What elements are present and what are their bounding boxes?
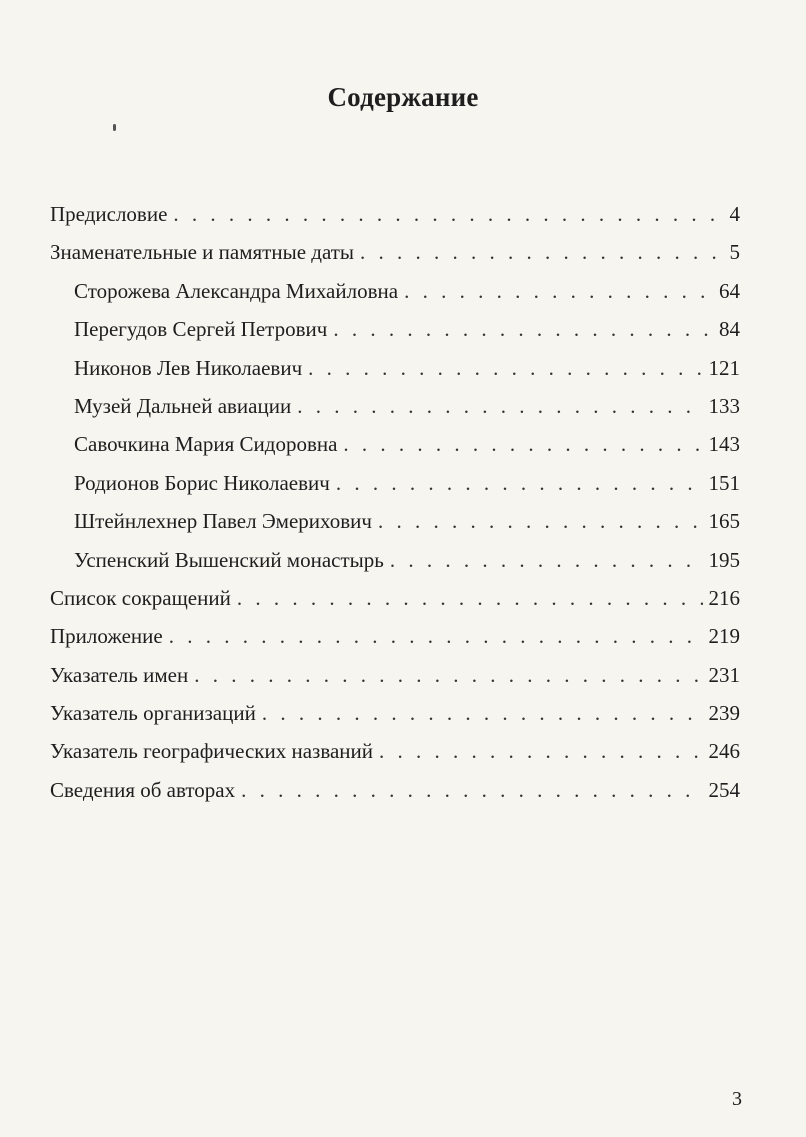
- toc-subentry: [50, 392, 740, 430]
- toc-entry-label: Сведения об авторах: [50, 777, 236, 802]
- page-number: 3: [732, 1088, 742, 1110]
- toc-entry-label: Указатель организаций: [50, 701, 256, 726]
- toc-leader-dots: [404, 277, 713, 305]
- toc-entry-page: 84: [719, 317, 740, 342]
- toc-entry-label: Указатель географических названий: [50, 739, 373, 764]
- toc-entry-page: 219: [708, 624, 740, 649]
- toc-entry: [50, 661, 740, 699]
- toc-leader-dots: [241, 776, 702, 804]
- toc-entry: [50, 584, 740, 622]
- toc-entry-page: 5: [729, 240, 740, 265]
- toc-entry-label: Успенский Вышенский монастырь: [74, 547, 384, 572]
- toc-entry-label: Сторожева Александра Михайловна: [74, 278, 399, 303]
- toc-leader-dots: [169, 622, 703, 650]
- toc-entry: [50, 238, 740, 276]
- table-of-contents: [50, 200, 740, 814]
- toc-entry-page: 195: [708, 547, 740, 572]
- toc-subentry: [50, 430, 740, 468]
- toc-leader-dots: [336, 469, 703, 497]
- toc-entry: [50, 699, 740, 737]
- toc-leader-dots: [379, 737, 703, 765]
- toc-entry-page: 165: [708, 509, 740, 534]
- toc-entry-label: Никонов Лев Николаевич: [74, 355, 303, 380]
- toc-leader-dots: [297, 392, 702, 420]
- toc-entry-label: Перегудов Сергей Петрович: [74, 317, 328, 342]
- toc-entry-label: Родионов Борис Николаевич: [74, 470, 330, 495]
- toc-entry-page: 133: [708, 393, 740, 418]
- toc-entry: [50, 737, 740, 775]
- toc-entry: [50, 200, 740, 238]
- print-speck: [113, 124, 116, 131]
- toc-entry-page: 121: [708, 355, 740, 380]
- toc-leader-dots: [378, 507, 703, 535]
- toc-leader-dots: [173, 200, 723, 228]
- toc-entry-label: Указатель имен: [50, 662, 189, 687]
- toc-entry-page: 4: [729, 202, 740, 226]
- toc-entry-page: 64: [719, 278, 740, 303]
- toc-entry-label: Знаменательные и памятные даты: [50, 240, 355, 265]
- toc-entry-label: Предисловие: [50, 202, 168, 226]
- toc-subentry: [50, 546, 740, 584]
- toc-leader-dots: [360, 238, 723, 266]
- toc-entry: [50, 776, 740, 814]
- toc-subentry: [50, 469, 740, 507]
- toc-subentry: [50, 354, 740, 392]
- toc-leader-dots: [237, 584, 703, 612]
- toc-entry: [50, 622, 740, 660]
- toc-leader-dots: [194, 661, 702, 689]
- toc-subentry: [50, 277, 740, 315]
- page-title: Содержание: [327, 82, 479, 112]
- toc-entry-page: 239: [708, 701, 740, 726]
- toc-leader-dots: [333, 315, 713, 343]
- toc-leader-dots: [262, 699, 703, 727]
- toc-entry-label: Приложение: [50, 624, 163, 649]
- toc-leader-dots: [390, 546, 703, 574]
- toc-entry-page: 143: [708, 432, 740, 457]
- toc-entry-page: 216: [708, 585, 740, 610]
- toc-leader-dots: [343, 430, 702, 458]
- toc-entry-page: 246: [708, 739, 740, 764]
- toc-subentry: [50, 315, 740, 353]
- toc-entry-label: Штейнлехнер Павел Эмерихович: [74, 509, 372, 534]
- toc-entry-label: Музей Дальней авиации: [74, 393, 292, 418]
- toc-entry-label: Список сокращений: [50, 585, 231, 610]
- toc-entry-label: Савочкина Мария Сидоровна: [74, 432, 338, 457]
- toc-subentry: [50, 507, 740, 545]
- toc-entry-page: 254: [708, 777, 740, 802]
- toc-leader-dots: [308, 354, 702, 382]
- toc-entry-page: 231: [708, 662, 740, 687]
- toc-entry-page: 151: [708, 470, 740, 495]
